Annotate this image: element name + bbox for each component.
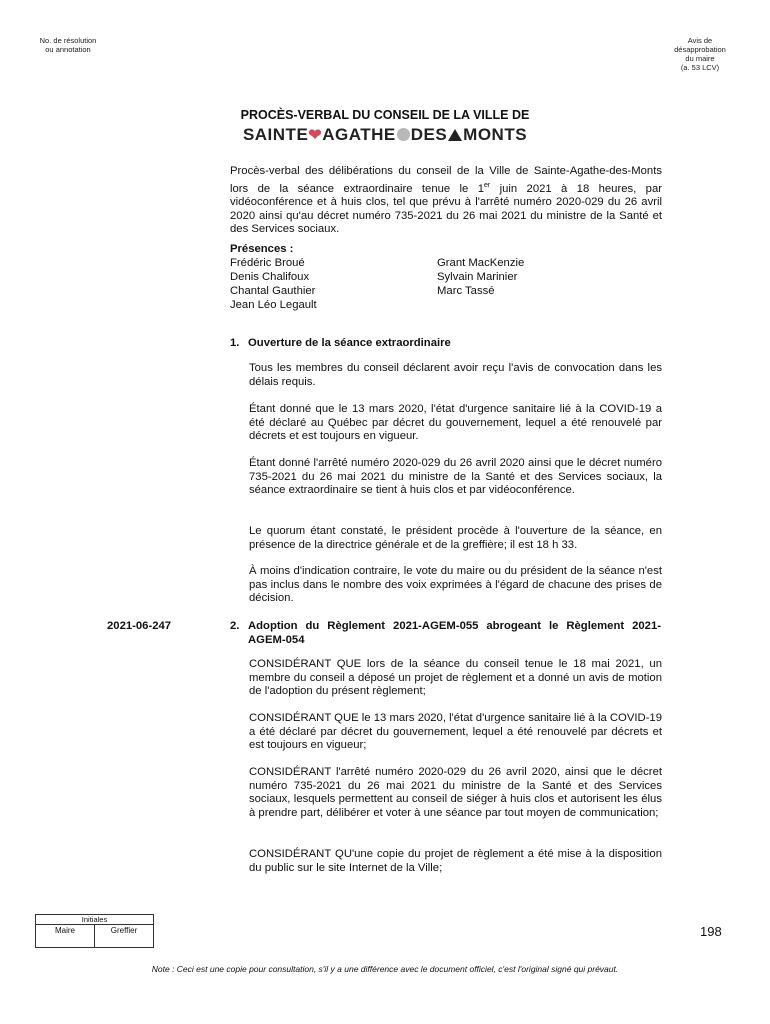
margin-left-line: ou annotation	[45, 45, 91, 54]
section-1-paragraph: Étant donné que le 13 mars 2020, l'état d'urgence sanitaire lié à la COVID-19 a été déclaré au Québec par décret du gouvernement, lequel a été renouvelé par décrets et est toujours en vigueur.	[249, 403, 662, 443]
presences-heading: Présences :	[230, 243, 294, 255]
member-name: Jean Léo Legault	[230, 299, 317, 311]
initials-clerk: Greffier	[110, 926, 138, 935]
resolution-number: 2021-06-247	[107, 620, 172, 632]
logo-text-2: AGATHE	[322, 125, 396, 144]
margin-right-line: Avis de	[687, 36, 713, 45]
heart-icon: ❤	[308, 127, 323, 144]
logo-text-4: MONTS	[463, 125, 528, 144]
section-number: 2.	[230, 620, 240, 632]
section-title: Adoption du Règlement 2021-AGEM-055 abrogeant le Règlement 2021-AGEM-054	[248, 620, 661, 646]
intro-superscript: er	[483, 181, 491, 189]
intro-text: Procès-verbal des délibérations du conseil de la Ville de Sainte-Agathe-des-Monts lors de la séance extraordinaire tenue le 1	[230, 165, 662, 195]
logo-text-1: SAINTE	[242, 125, 309, 144]
document-title: PROCÈS-VERBAL DU CONSEIL DE LA VILLE DE	[240, 108, 530, 122]
section-number: 1.	[230, 337, 240, 349]
member-name: Marc Tassé	[437, 285, 495, 297]
initials-box	[35, 914, 154, 948]
member-name: Frédéric Broué	[230, 257, 305, 269]
member-name: Grant MacKenzie	[437, 257, 525, 269]
member-name: Denis Chalifoux	[230, 271, 310, 283]
presences-left-column	[230, 256, 317, 312]
mountain-icon	[448, 129, 462, 141]
resolution-margin-label	[28, 36, 108, 54]
margin-right-line: désapprobation	[674, 45, 726, 54]
section-1-paragraph: Le quorum étant constaté, le président procède à l'ouverture de la séance, en présence de la directrice générale et de la greffière; il est 18 h 33.	[249, 525, 662, 551]
section-2-paragraph: CONSIDÉRANT QU'une copie du projet de règlement a été mise à la disposition du public sur le site Internet de la Ville;	[249, 848, 662, 874]
initials-label: Initiales	[36, 915, 153, 925]
section-1-heading	[230, 337, 451, 349]
footer-note: Note : Ceci est une copie pour consultation, s'il y a une différence avec le document officiel, c'est l'original signé qui prévaut.	[151, 964, 619, 974]
section-2-paragraph: CONSIDÉRANT QUE lors de la séance du conseil tenue le 18 mai 2021, un membre du conseil a déposé un projet de règlement et a donné un avis de motion de l'adoption du présent règlement;	[249, 658, 662, 698]
margin-right-line: du maire	[685, 54, 715, 63]
disapproval-margin-label	[660, 36, 740, 72]
page-number: 198	[700, 924, 722, 939]
logo-text-3: DES	[410, 125, 448, 144]
initials-mayor: Maire	[36, 925, 95, 947]
margin-left-line: No. de résolution	[39, 36, 97, 45]
section-title: Ouverture de la séance extraordinaire	[248, 337, 451, 349]
section-1-paragraph: Étant donné l'arrêté numéro 2020-029 du 26 avril 2020 ainsi que le décret numéro 735-2021 du 26 mai 2021 du ministre de la Santé et des Services sociaux, la séance extraordinaire se tient à huis clos et par vidéoconférence.	[249, 457, 662, 497]
presences-right-column	[437, 256, 524, 298]
section-2-heading	[230, 620, 662, 647]
member-name: Chantal Gauthier	[230, 285, 316, 297]
margin-right-line: (a. 53 LCV)	[680, 63, 720, 72]
circle-icon	[397, 128, 410, 141]
section-1-paragraph: Tous les membres du conseil déclarent avoir reçu l'avis de convocation dans les délais requis.	[249, 362, 662, 388]
intro-paragraph	[230, 165, 662, 237]
city-logo	[0, 125, 770, 145]
section-1-paragraph: À moins d'indication contraire, le vote du maire ou du président de la séance n'est pas inclus dans le nombre des voix exprimées à l'égard de chacune des prises de décision.	[249, 565, 662, 605]
section-2-paragraph: CONSIDÉRANT l'arrêté numéro 2020-029 du 26 avril 2020, ainsi que le décret numéro 735-2021 du 26 mai 2021 du ministre de la Santé et des Services sociaux, lesquels permettent au conseil de siéger à huis clos et autorisent les élus à prendre part, délibérer et voter à une séance par tout moyen de communication;	[249, 766, 662, 819]
section-2-paragraph: CONSIDÉRANT QUE le 13 mars 2020, l'état d'urgence sanitaire lié à la COVID-19 a été déclaré par décret du gouvernement, lequel a été renouvelé par décrets et est toujours en vigueur;	[249, 712, 662, 752]
intro-text-rest: juin 2021 à 18 heures, par vidéoconférence et à huis clos, tel que prévu à l'arrêté numéro 2020-029 du 26 avril 2020 ainsi qu'au décret numéro 735-2021 du 26 mai 2021 du ministre de la Santé et des Services sociaux.	[230, 182, 662, 236]
member-name: Sylvain Marinier	[437, 271, 518, 283]
